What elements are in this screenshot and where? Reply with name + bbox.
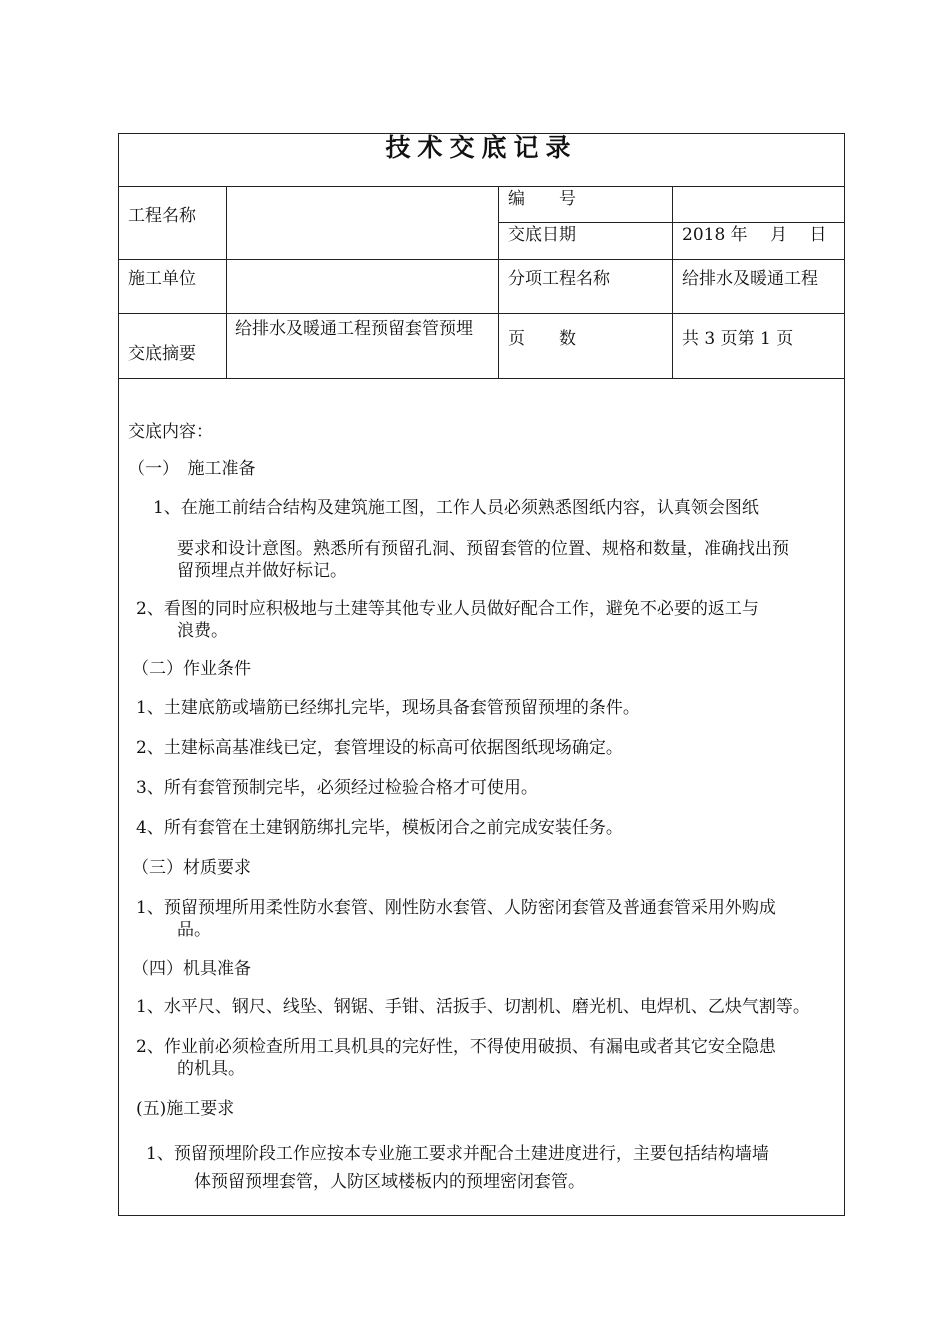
section-5-title: (五)施工要求 bbox=[136, 1099, 235, 1119]
date-value: 2018 年 月 日 bbox=[682, 225, 827, 245]
section-4-item-1: 1、水平尺、钢尺、线坠、钢锯、手钳、活扳手、切割机、磨光机、电焊机、乙炔气割等。 bbox=[136, 997, 810, 1017]
rule-title-bottom bbox=[118, 186, 845, 187]
rule-row2-bottom bbox=[118, 313, 845, 314]
section-1-item-2-line-1: 2、看图的同时应积极地与土建等其他专业人员做好配合工作，避免不必要的返工与 bbox=[136, 599, 759, 619]
section-1-item-1-line-1: 1、在施工前结合结构及建筑施工图，工作人员必须熟悉图纸内容，认真领会图纸 bbox=[153, 498, 759, 518]
section-5-item-1-line-1: 1、预留预埋阶段工作应按本专业施工要求并配合土建进度进行，主要包括结构墙墙 bbox=[146, 1144, 769, 1164]
section-2-title: （二）作业条件 bbox=[132, 659, 251, 679]
pages-value: 共 3 页第 1 页 bbox=[682, 329, 794, 349]
subproject-label: 分项工程名称 bbox=[508, 269, 610, 289]
content-heading: 交底内容： bbox=[128, 422, 213, 442]
date-label: 交底日期 bbox=[508, 225, 576, 245]
summary-value: 给排水及暖通工程预留套管预埋 bbox=[235, 319, 473, 339]
project-name-label: 工程名称 bbox=[128, 206, 196, 226]
section-4-item-2-line-1: 2、作业前必须检查所用工具机具的完好性，不得使用破损、有漏电或者其它安全隐患 bbox=[136, 1037, 776, 1057]
section-2-item-3: 3、所有套管预制完毕，必须经过检验合格才可使用。 bbox=[136, 778, 538, 798]
rule-row3-bottom bbox=[118, 378, 845, 379]
rule-row1-bottom bbox=[118, 259, 845, 260]
section-3-item-1-line-1: 1、预留预埋所用柔性防水套管、刚性防水套管、人防密闭套管及普通套管采用外购成 bbox=[136, 898, 776, 918]
section-1-item-1-line-3: 留预埋点并做好标记。 bbox=[177, 561, 347, 581]
document-title: 技术交底记录 bbox=[385, 133, 578, 162]
unit-label: 施工单位 bbox=[128, 269, 196, 289]
section-4-item-2-line-2: 的机具。 bbox=[177, 1059, 245, 1079]
section-2-item-4: 4、所有套管在土建钢筋绑扎完毕，模板闭合之前完成安装任务。 bbox=[136, 818, 623, 838]
summary-label: 交底摘要 bbox=[128, 344, 196, 364]
subproject-value: 给排水及暖通工程 bbox=[682, 269, 818, 289]
number-label: 编 号 bbox=[508, 189, 576, 209]
section-2-item-2: 2、土建标高基准线已定，套管埋设的标高可依据图纸现场确定。 bbox=[136, 738, 623, 758]
section-1-item-2-line-2: 浪费。 bbox=[177, 621, 228, 641]
section-1-title: （一） 施工准备 bbox=[128, 459, 256, 479]
section-2-item-1: 1、土建底筋或墙筋已经绑扎完毕，现场具备套管预留预埋的条件。 bbox=[136, 698, 640, 718]
section-3-title: （三）材质要求 bbox=[132, 858, 251, 878]
section-5-item-1-line-2: 体预留预埋套管，人防区域楼板内的预埋密闭套管。 bbox=[194, 1172, 585, 1192]
section-3-item-1-line-2: 品。 bbox=[177, 920, 211, 940]
rule-col2 bbox=[498, 186, 499, 378]
rule-col3 bbox=[672, 186, 673, 378]
pages-label: 页 数 bbox=[508, 329, 576, 349]
rule-col1 bbox=[226, 186, 227, 378]
section-1-item-1-line-2: 要求和设计意图。熟悉所有预留孔洞、预留套管的位置、规格和数量，准确找出预 bbox=[177, 539, 789, 559]
section-4-title: （四）机具准备 bbox=[132, 959, 251, 979]
